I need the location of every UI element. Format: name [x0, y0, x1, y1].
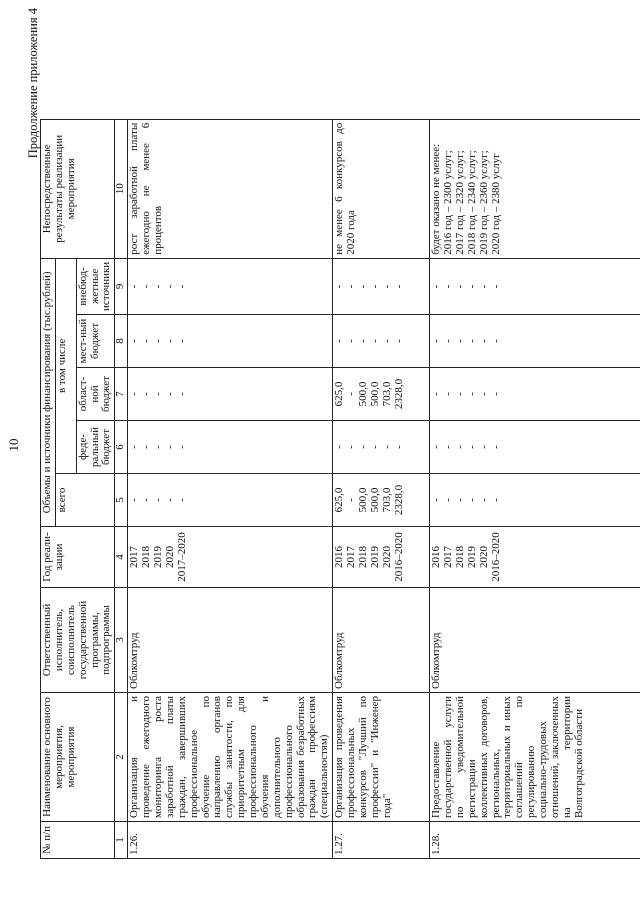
- program-table: [40, 119, 640, 859]
- value: -: [175, 339, 188, 343]
- result-line: будет оказано не менее:: [430, 143, 443, 255]
- value: -: [380, 284, 393, 289]
- row-federal: [430, 421, 640, 474]
- year: 2016: [430, 546, 443, 568]
- value: 500,0: [368, 487, 381, 513]
- header-year: Год реали-зации: [41, 527, 115, 588]
- row-years: [128, 527, 333, 588]
- value: -: [368, 445, 381, 449]
- value: -: [128, 498, 141, 502]
- row-federal: [333, 421, 430, 474]
- value: -: [453, 498, 466, 502]
- value: -: [453, 392, 466, 396]
- value: -: [128, 284, 141, 289]
- row-years: [430, 527, 640, 588]
- value: -: [430, 284, 443, 289]
- row-years: [333, 527, 430, 588]
- col-index: 5: [115, 474, 128, 527]
- value: 500,0: [356, 381, 369, 407]
- header-regional: област-ной бюджет: [76, 368, 115, 421]
- value: -: [175, 284, 188, 289]
- col-index: 7: [115, 368, 128, 421]
- value: -: [345, 392, 357, 396]
- row-result: не менее 6 конкурсов до 2020 года: [333, 119, 430, 258]
- value: -: [477, 392, 490, 396]
- year: 2016: [333, 546, 346, 568]
- value: -: [140, 392, 153, 396]
- row-local: [128, 315, 333, 368]
- year: 2019: [368, 546, 381, 568]
- page-number: 10: [6, 438, 21, 452]
- continuation-note: Продолжение приложения 4: [26, 8, 40, 159]
- value: -: [163, 445, 176, 449]
- year: 2016–2020: [489, 532, 502, 582]
- row-executor: Облкомтруд: [333, 588, 430, 693]
- value: -: [380, 339, 393, 343]
- value: -: [345, 445, 357, 449]
- value: -: [140, 498, 153, 502]
- value: -: [477, 498, 490, 502]
- header-federal: феде-ральный бюджет: [76, 421, 115, 474]
- value: -: [128, 445, 141, 449]
- value: -: [465, 284, 478, 289]
- value: -: [477, 339, 490, 343]
- year: 2020: [380, 546, 393, 568]
- value: -: [333, 445, 346, 449]
- value: -: [128, 339, 141, 343]
- year: 2020: [477, 546, 490, 568]
- value: -: [489, 339, 502, 343]
- value: -: [489, 392, 502, 396]
- value: -: [356, 339, 369, 343]
- value: -: [442, 392, 454, 396]
- value: -: [140, 339, 153, 343]
- value: -: [333, 339, 346, 343]
- value: -: [442, 498, 454, 502]
- value: -: [163, 498, 176, 502]
- value: -: [175, 445, 188, 449]
- result-line: 2016 год – 2300 услуг;: [442, 150, 454, 255]
- row-executor: Облкомтруд: [128, 588, 333, 693]
- year: 2017: [442, 546, 454, 568]
- value: -: [152, 498, 164, 502]
- header-total: всего: [55, 474, 114, 527]
- value: -: [392, 339, 405, 343]
- header-num: № п/п: [41, 822, 115, 859]
- value: -: [392, 284, 405, 289]
- col-index: 8: [115, 315, 128, 368]
- value: -: [163, 339, 176, 343]
- value: -: [442, 284, 454, 289]
- value: -: [489, 284, 502, 289]
- value: -: [489, 498, 502, 502]
- year: 2018: [453, 546, 466, 568]
- header-name: Наименование основного мероприятия, мероприятия: [41, 693, 115, 822]
- header-funding: Объемы и источники финансирования (тыс.рублей): [41, 258, 56, 526]
- row-total: [333, 474, 430, 527]
- value: -: [453, 339, 466, 343]
- year: 2017: [128, 546, 141, 568]
- header-results: Непосредственные результаты реализации мероприятия: [41, 119, 115, 258]
- value: -: [163, 284, 176, 289]
- col-index: 4: [115, 527, 128, 588]
- value: -: [356, 284, 369, 289]
- row-result: [430, 119, 640, 258]
- value: -: [430, 445, 443, 449]
- value: -: [152, 284, 164, 289]
- value: -: [477, 445, 490, 449]
- value: -: [453, 445, 466, 449]
- value: -: [430, 498, 443, 502]
- value: 2328,0: [392, 378, 405, 410]
- value: -: [465, 498, 478, 502]
- table-row: [333, 119, 430, 858]
- header-local: мест-ный бюджет: [76, 315, 115, 368]
- col-index: 3: [115, 588, 128, 693]
- value: -: [368, 339, 381, 343]
- value: -: [465, 445, 478, 449]
- value: -: [345, 284, 357, 289]
- value: -: [442, 339, 454, 343]
- value: -: [477, 284, 490, 289]
- year: 2019: [465, 546, 478, 568]
- row-num: 1.26.: [128, 822, 333, 859]
- row-extra: [128, 258, 333, 314]
- row-regional: [128, 368, 333, 421]
- row-total: [430, 474, 640, 527]
- col-index: 6: [115, 421, 128, 474]
- value: -: [333, 284, 346, 289]
- year: 2016–2020: [392, 532, 405, 582]
- row-total: [128, 474, 333, 527]
- value: -: [140, 445, 153, 449]
- table-row: [128, 119, 333, 858]
- value: -: [356, 445, 369, 449]
- value: -: [345, 498, 357, 502]
- col-index: 9: [115, 258, 128, 314]
- year: 2020: [163, 546, 176, 568]
- row-num: 1.27.: [333, 822, 430, 859]
- value: -: [152, 339, 164, 343]
- value: 703,0: [380, 381, 393, 407]
- row-num: 1.28.: [430, 822, 640, 859]
- row-regional: [430, 368, 640, 421]
- row-name: Предоставление государственной услуги по уведомительной регистрации коллективных договоров, региональных, территориальных и иных соглашений по регулированию социально-трудовых отношений, заключенных на территории Волгоградской области: [430, 693, 640, 822]
- column-index-row: [115, 119, 128, 858]
- row-name: Организация и проведение ежегодного мониторинга роста заработной платы граждан, завершивших профессиональное обучение по направлению органов службы занятости, по приоритетным для профессионального обучения и дополнительного профессионального образования безработных граждан профессиям (специальностям): [128, 693, 333, 822]
- row-local: [333, 315, 430, 368]
- value: 2328,0: [392, 484, 405, 516]
- value: -: [489, 445, 502, 449]
- value: -: [465, 392, 478, 396]
- result-line: 2019 год – 2360 услуг;: [477, 150, 490, 255]
- row-name: Организация проведения профессиональных конкурсов "Лучший по профессии" и "Инженер года": [333, 693, 430, 822]
- row-extra: [333, 258, 430, 314]
- header-executor: Ответственный исполнитель, соисполнитель государственной программы, подпрограммы: [41, 588, 115, 693]
- value: 500,0: [356, 487, 369, 513]
- col-index: 2: [115, 693, 128, 822]
- result-line: 2017 год – 2320 услуг;: [453, 150, 466, 255]
- value: -: [430, 339, 443, 343]
- value: -: [368, 284, 381, 289]
- value: -: [430, 392, 443, 396]
- value: -: [128, 392, 141, 396]
- value: -: [380, 445, 393, 449]
- row-regional: [333, 368, 430, 421]
- value: 500,0: [368, 381, 381, 407]
- col-index: 1: [115, 822, 128, 859]
- value: -: [345, 339, 357, 343]
- year: 2017: [345, 546, 357, 568]
- result-line: 2020 год – 2380 услуг: [489, 153, 502, 255]
- year: 2018: [140, 546, 153, 568]
- result-line: 2018 год – 2340 услуг;: [465, 150, 478, 255]
- row-executor: Облкомтруд: [430, 588, 640, 693]
- value: -: [163, 392, 176, 396]
- value: -: [465, 339, 478, 343]
- value: -: [175, 498, 188, 502]
- value: -: [152, 392, 164, 396]
- year: 2019: [152, 546, 164, 568]
- value: -: [140, 284, 153, 289]
- value: -: [152, 445, 164, 449]
- value: -: [175, 392, 188, 396]
- year: 2017–2020: [175, 532, 188, 582]
- row-federal: [128, 421, 333, 474]
- header-extra: внебюд-жетные источники: [76, 258, 115, 314]
- header-incl: в том числе: [55, 258, 76, 473]
- table-row: [430, 119, 640, 858]
- value: 703,0: [380, 487, 393, 513]
- row-extra: [430, 258, 640, 314]
- year: 2018: [356, 546, 369, 568]
- value: -: [453, 284, 466, 289]
- col-index: 10: [115, 119, 128, 258]
- row-result: рост заработной платы ежегодно не менее 6 процентов: [128, 119, 333, 258]
- value: 625,0: [333, 487, 346, 513]
- value: 625,0: [333, 381, 346, 407]
- value: -: [392, 445, 405, 449]
- value: -: [442, 445, 454, 449]
- row-local: [430, 315, 640, 368]
